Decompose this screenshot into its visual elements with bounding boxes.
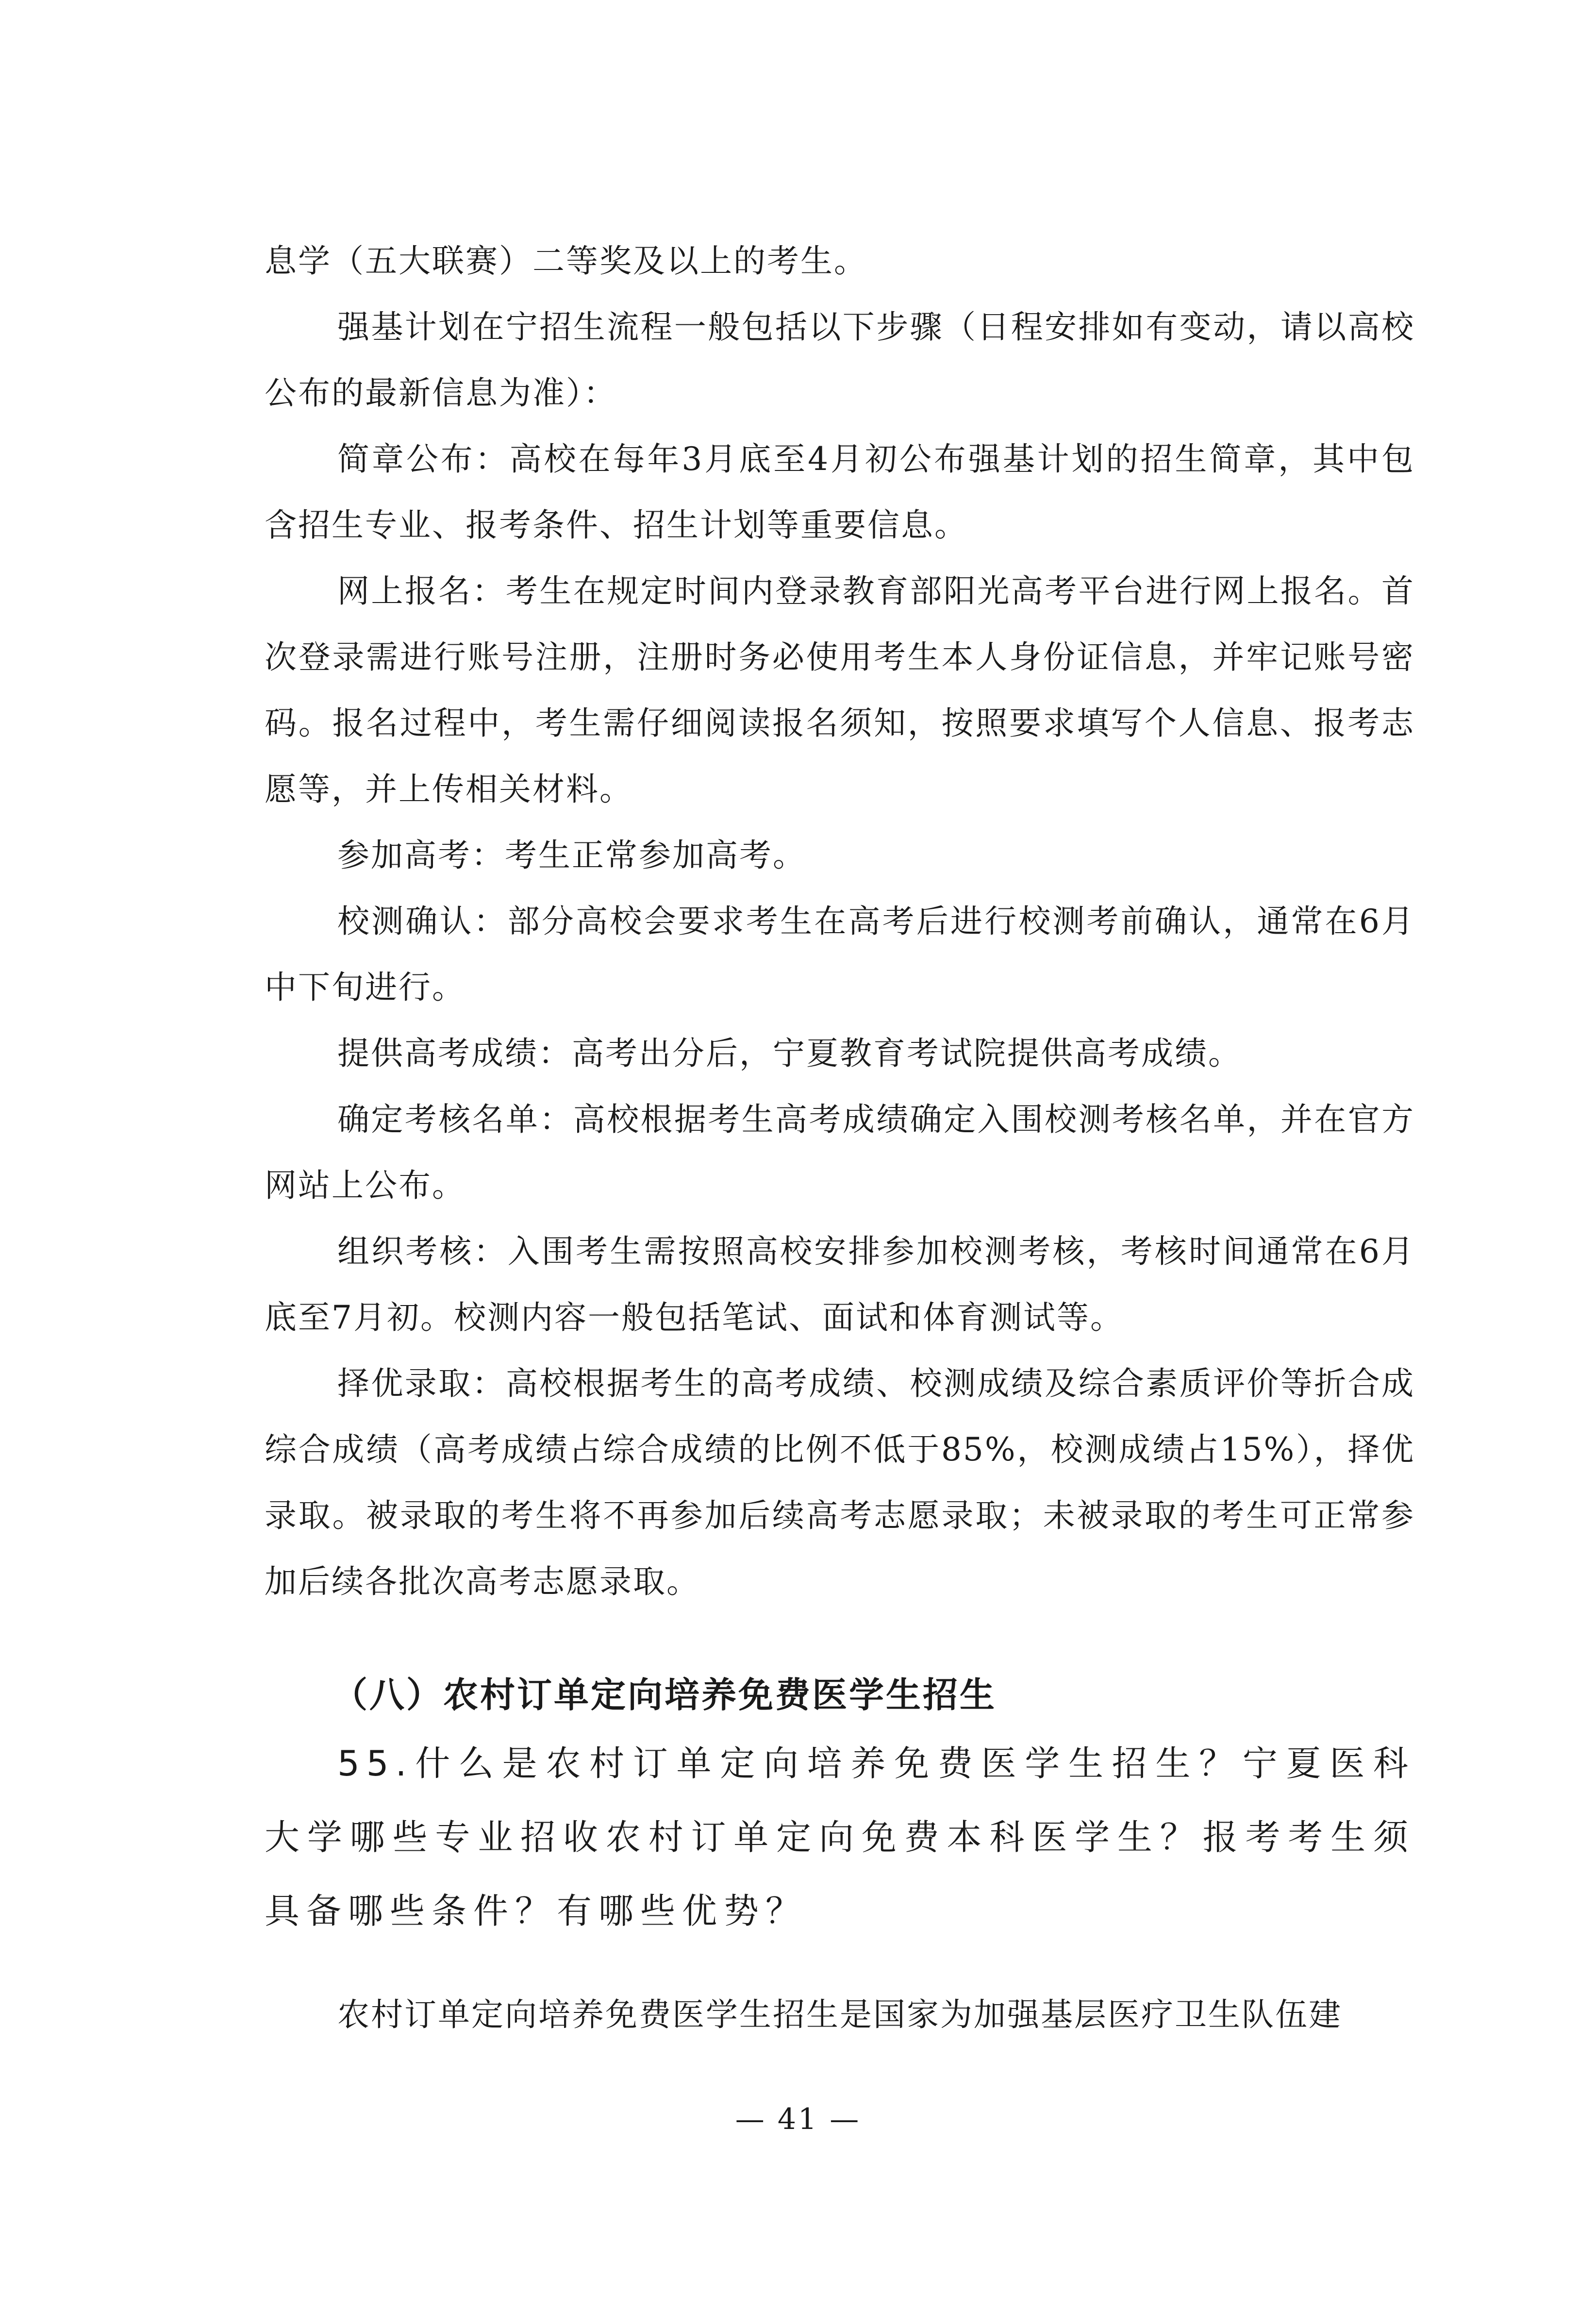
paragraph: 组织考核：入围考生需按照高校安排参加校测考核，考核时间通常在6月底至7月初。校测内容一般包括笔试、面试和体育测试等。 — [265, 1233, 1415, 1336]
paragraph: 择优录取：高校根据考生的高考成绩、校测成绩及综合素质评价等折合成综合成绩（高考成绩占综合成绩的比例不低于85%，校测成绩占15%），择优录取。被录取的考生将不再参加后续高考志愿录取；未被录取的考生可正常参加后续各批次高考志愿录取。 — [265, 1365, 1415, 1600]
body-text — [265, 228, 1415, 1615]
question-heading: 55.什么是农村订单定向培养免费医学生招生？宁夏医科大学哪些专业招收农村订单定向免费本科医学生？报考考生须具备哪些条件？有哪些优势？ — [265, 1743, 1415, 1931]
paragraph: 网上报名：考生在规定时间内登录教育部阳光高考平台进行网上报名。首次登录需进行账号注册，注册时务必使用考生本人身份证信息，并牢记账号密码。报名过程中，考生需仔细阅读报名须知，按照要求填写个人信息、报考志愿等，并上传相关材料。 — [265, 572, 1415, 808]
paragraph: 息学（五大联赛）二等奖及以上的考生。 — [265, 242, 867, 280]
paragraph: 强基计划在宁招生流程一般包括以下步骤（日程安排如有变动，请以高校公布的最新信息为准）： — [265, 308, 1415, 412]
closing-paragraph: 农村订单定向培养免费医学生招生是国家为加强基层医疗卫生队伍建 — [337, 1996, 1342, 2033]
page-number: — 41 — — [735, 2102, 861, 2136]
paragraph: 简章公布：高校在每年3月底至4月初公布强基计划的招生简章，其中包含招生专业、报考条件、招生计划等重要信息。 — [265, 440, 1415, 544]
paragraph: 提供高考成绩：高考出分后，宁夏教育考试院提供高考成绩。 — [337, 1035, 1242, 1072]
document-page — [265, 228, 1415, 2048]
paragraph: 参加高考：考生正常参加高考。 — [337, 837, 806, 874]
paragraph: 校测确认：部分高校会要求考生在高考后进行校测考前确认，通常在6月中下旬进行。 — [265, 903, 1415, 1006]
section-heading: （八）农村订单定向培养免费医学生招生 — [332, 1675, 997, 1715]
paragraph: 确定考核名单：高校根据考生高考成绩确定入围校测考核名单，并在官方网站上公布。 — [265, 1101, 1415, 1204]
